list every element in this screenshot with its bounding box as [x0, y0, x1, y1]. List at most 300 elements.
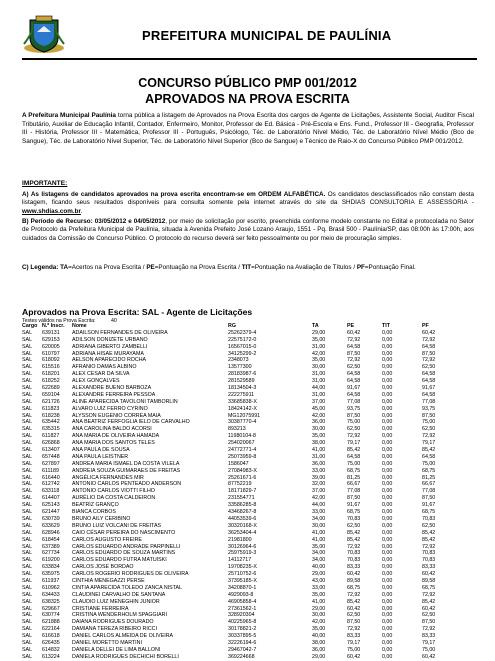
cell-pf: 72,92 [422, 591, 436, 598]
important-heading: IMPORTANTE: [22, 180, 68, 187]
results-table [22, 323, 477, 661]
cell-rg: 37395185-X [228, 577, 257, 584]
table-row [22, 537, 477, 544]
cell-pf: 85,42 [422, 529, 436, 536]
cell-cargo: SAL [22, 426, 33, 433]
cell-rg: 11980104-8 [228, 433, 256, 440]
cell-tit: 0,00 [382, 577, 393, 584]
cell-ta: 43,00 [312, 577, 326, 584]
cell-nome: CARLOS AUGUSTO FREIRE [72, 536, 142, 543]
cell-cargo: SAL [22, 474, 33, 481]
cell-pe: 64,58 [347, 378, 361, 385]
cell-rg: 29467042-7 [228, 646, 257, 653]
cell-ta: 45,00 [312, 405, 326, 412]
cell-nome: CLAUDINEI CARVALHO DE SANTANA [72, 591, 166, 598]
cell-rg: 33685838-X [228, 398, 257, 405]
cell-pf: 91,67 [422, 385, 436, 392]
cell-inscricao: 633834 [42, 564, 60, 571]
cell-tit: 0,00 [382, 543, 393, 550]
cell-ta: 39,00 [312, 474, 326, 481]
cell-cargo: SAL [22, 460, 33, 467]
cell-nome: CRISTINA WENDERHOLM SPAGGIARI [72, 612, 167, 619]
cell-pf: 91,67 [422, 502, 436, 509]
cell-cargo: SAL [22, 612, 33, 619]
cell-pf: 77,08 [422, 488, 436, 495]
cell-pe: 87,50 [347, 495, 361, 502]
cell-cargo: SAL [22, 619, 33, 626]
cell-rg: 33586285-8 [228, 502, 257, 509]
cell-ta: 37,00 [312, 398, 326, 405]
header-divider [22, 58, 477, 60]
cell-nome: BRUNO LUIZ VOLCANI DE FREITAS [72, 522, 162, 529]
cell-rg: 30320168-X [228, 522, 257, 529]
cell-tit: 0,00 [382, 447, 393, 454]
table-row [22, 592, 477, 599]
note-a-text: Os candidatos desclassificados não constam desta listagem, ficando seus resultados disponíveis para consulta somente pela internet através do site da SHDIAS CONSULTORIA E ASSESSORIA - [22, 191, 474, 207]
cell-pe: 75,00 [347, 419, 361, 426]
cell-inscricao: 621447 [42, 509, 60, 516]
cell-pe: 72,92 [347, 591, 361, 598]
cell-nome: CLAUDIO LUIZ MENEGHIN JUNIOR [72, 598, 160, 605]
cell-tit: 0,00 [382, 522, 393, 529]
cell-tit: 0,00 [382, 584, 393, 591]
cell-cargo: SAL [22, 371, 33, 378]
cell-pe: 85,42 [347, 598, 361, 605]
valid-tests-value: 40 [110, 318, 117, 324]
cell-rg: 1586047 [228, 460, 249, 467]
cell-nome: ALEX GONÇALVES [72, 378, 120, 385]
shdias-link[interactable]: www.shdias.com.br [22, 207, 81, 215]
cell-ta: 42,00 [312, 495, 326, 502]
cell-nome: ANA PAULA LEISTNER [72, 453, 129, 460]
cell-nome: DANIEL MORETTO MARTINI [72, 639, 142, 646]
cell-inscricao: 621888 [42, 619, 60, 626]
cell-ta: 36,00 [312, 419, 326, 426]
cell-inscricao: 612742 [42, 481, 60, 488]
cell-cargo: SAL [22, 529, 33, 536]
section-title: Aprovados na Prova Escrita: SAL - Agente de Licitações [22, 307, 253, 317]
cell-ta: 30,00 [312, 522, 326, 529]
cell-nome: ANA MARIA DE OLIVEIRA HAMADA [72, 433, 160, 440]
cell-rg: 28183987-6 [228, 371, 257, 378]
cell-cargo: SAL [22, 591, 33, 598]
cell-pe: 87,50 [347, 619, 361, 626]
cell-inscricao: 633629 [42, 522, 60, 529]
note-a-emphasis: As listagens de candidatos aprovados na prova escrita encontram-se em ORDEM ALFABÉTICA. [28, 191, 326, 198]
cell-nome: DAMIANA TEREZA RIBEIRO RICCI [72, 626, 157, 633]
cell-pf: 70,83 [422, 515, 436, 522]
cell-ta: 29,00 [312, 571, 326, 578]
cell-pf: 62,50 [422, 522, 436, 529]
table-row [22, 406, 477, 413]
cell-pf: 62,50 [422, 426, 436, 433]
cell-ta: 34,00 [312, 515, 326, 522]
cell-nome: ALEXANDRE BUENO BARBOZA [72, 385, 152, 392]
cell-ta: 29,00 [312, 653, 326, 660]
cell-ta: 31,00 [312, 343, 326, 350]
cell-cargo: SAL [22, 626, 33, 633]
cell-pe: 62,50 [347, 612, 361, 619]
cell-tit: 0,00 [382, 502, 393, 509]
table-row [22, 364, 477, 371]
cell-ta: 33,00 [312, 509, 326, 516]
cell-rg: 30178821-2 [228, 626, 257, 633]
cell-cargo: SAL [22, 557, 33, 564]
cell-pf: 89,58 [422, 577, 436, 584]
cell-nome: ANTONIO CARLOS VIOTTI FILHO [72, 488, 155, 495]
cell-pe: 89,58 [347, 577, 361, 584]
cell-tit: 0,00 [382, 391, 393, 398]
cell-ta: 33,00 [312, 467, 326, 474]
table-row [22, 468, 477, 475]
cell-rg: 19708235-X [228, 564, 257, 571]
cell-inscricao: 633118 [42, 488, 60, 495]
table-row [22, 654, 477, 661]
cell-ta: 36,00 [312, 646, 326, 653]
cell-cargo: SAL [22, 639, 33, 646]
cell-rg: 43468267-8 [228, 509, 257, 516]
cell-cargo: SAL [22, 405, 33, 412]
cell-ta: 41,00 [312, 447, 326, 454]
cell-rg: 25710752-6 [228, 571, 257, 578]
cell-rg: 18134504-3 [228, 385, 257, 392]
cell-tit: 0,00 [382, 598, 393, 605]
cell-inscricao: 638325 [42, 598, 60, 605]
cell-inscricao: 614407 [42, 495, 60, 502]
cell-pf: 60,42 [422, 605, 436, 612]
cell-inscricao: 639131 [42, 329, 60, 336]
cell-ta: 34,00 [312, 550, 326, 557]
cell-inscricao: 618454 [42, 536, 60, 543]
cell-inscricao: 629667 [42, 605, 60, 612]
cell-tit: 0,00 [382, 488, 393, 495]
cell-tit: 0,00 [382, 343, 393, 350]
cell-ta: 32,00 [312, 481, 326, 488]
cell-cargo: SAL [22, 543, 33, 550]
cell-rg: 30126964-6 [228, 543, 257, 550]
cell-ta: 40,00 [312, 564, 326, 571]
table-row [22, 544, 477, 551]
cell-inscricao: 630739 [42, 515, 60, 522]
cell-tit: 0,00 [382, 509, 393, 516]
cell-cargo: SAL [22, 419, 33, 426]
cell-ta: 38,00 [312, 440, 326, 447]
intro-paragraph [22, 112, 474, 146]
note-c-emphasis: Legenda: TA [28, 264, 69, 271]
cell-pe: 77,08 [347, 488, 361, 495]
cell-nome: CAIO CÉSAR PEREIRA DO NASCIMENTO [72, 529, 176, 536]
table-row [22, 626, 477, 633]
cell-rg: 46905858-4 [228, 598, 257, 605]
cell-pe: 64,58 [347, 453, 361, 460]
cell-pf: 85,42 [422, 536, 436, 543]
cell-pf: 68,75 [422, 467, 436, 474]
cell-inscricao: 616440 [42, 474, 60, 481]
cell-tit: 0,00 [382, 357, 393, 364]
cell-ta: 29,00 [312, 605, 326, 612]
cell-cargo: SAL [22, 522, 33, 529]
cell-inscricao: 634433 [42, 591, 60, 598]
cell-tit: 0,00 [382, 453, 393, 460]
col-header-pf: PF [422, 323, 429, 329]
cell-pe: 68,75 [347, 509, 361, 516]
cell-pe: 60,42 [347, 653, 361, 660]
cell-cargo: SAL [22, 564, 33, 571]
cell-rg: 231554771 [228, 495, 255, 502]
cell-rg: 25261671-6 [228, 474, 257, 481]
cell-pe: 75,00 [347, 460, 361, 467]
cell-nome: DANIEL CARLOS ALMEIDA DE OLIVEIRA [72, 633, 174, 640]
legend-tit: TIT [241, 264, 252, 271]
cell-inscricao: 622689 [42, 385, 60, 392]
cell-nome: ANDREIA SOUZA GUIMARAES DE FREITAS [72, 467, 181, 474]
cell-ta: 30,00 [312, 364, 326, 371]
cell-pf: 64,58 [422, 343, 436, 350]
cell-tit: 0,00 [382, 385, 393, 392]
cell-nome: BRUNO AILY CERIBINO [72, 515, 131, 522]
cell-tit: 0,00 [382, 350, 393, 357]
table-row [22, 495, 477, 502]
cell-pf: 72,92 [422, 433, 436, 440]
cell-inscricao: 618252 [42, 378, 60, 385]
cell-cargo: SAL [22, 453, 33, 460]
cell-ta: 35,00 [312, 433, 326, 440]
cell-tit: 0,00 [382, 329, 393, 336]
cell-pf: 77,08 [422, 398, 436, 405]
cell-pf: 72,92 [422, 543, 436, 550]
cell-nome: ALYSSON EUGENIO CORREA MAIA [72, 412, 161, 419]
cell-tit: 0,00 [382, 460, 393, 467]
cell-pe: 66,67 [347, 481, 361, 488]
cell-nome: ANA PAULA DE SOUSA [72, 447, 130, 454]
cell-pf: 79,17 [422, 440, 436, 447]
col-header-inscricao: N.º Inscr. [42, 323, 65, 329]
table-row [22, 619, 477, 626]
cell-nome: ANTONIO CARLOS PENTEADO ANDERSON [72, 481, 182, 488]
cell-nome: BIANCA CORBOS [72, 509, 116, 516]
cell-pe: 83,33 [347, 564, 361, 571]
col-header-pe: PE [347, 323, 355, 329]
city-crest-icon [22, 14, 66, 54]
cell-inscricao: 618201 [42, 371, 60, 378]
col-header-tit: TIT [382, 323, 390, 329]
cell-tit: 0,00 [382, 440, 393, 447]
cell-rg: 34125299-2 [228, 350, 257, 357]
cell-ta: 35,00 [312, 357, 326, 364]
page-title: CONCURSO PÚBLICO PMP 001/2012 [138, 76, 357, 90]
cell-pe: 87,50 [347, 350, 361, 357]
cell-nome: CARLOS EDUARDO DE SOUZA MARTINS [72, 550, 176, 557]
cell-rg: 281529589 [228, 378, 255, 385]
cell-tit: 0,00 [382, 612, 393, 619]
cell-cargo: SAL [22, 509, 33, 516]
cell-pf: 85,42 [422, 447, 436, 454]
cell-inscricao: 657448 [42, 453, 60, 460]
cell-rg: 40225965-8 [228, 619, 257, 626]
cell-inscricao: 613224 [42, 653, 60, 660]
cell-nome: ADAILSON FERNANDES DE OLIVEIRA [72, 329, 168, 336]
cell-rg: 36253404-4 [228, 529, 257, 536]
table-row [22, 344, 477, 351]
cell-ta: 38,00 [312, 639, 326, 646]
cell-inscricao: 611189 [42, 467, 59, 474]
cell-pf: 75,00 [422, 646, 436, 653]
cell-pe: 64,58 [347, 391, 361, 398]
note-b-text: , por meio de solicitação por escrito, preenchida conforme modelo constante no Edital e protocolada no Setor de Protocolo da Prefeitura Municipal de Paulínia, situada à Avenida Prefeito José Lozano Araujo, 1551 - Pq. Brasil 500 - Paulínia/SP, das 08:00h às 17:00h, aos cuidados da Comissão de Concurso Público. O protocolo do recurso deverá ser feito pessoalmente ou por meio de procuração simples. [22, 218, 474, 242]
col-header-ta: TA [312, 323, 319, 329]
cell-tit: 0,00 [382, 467, 393, 474]
legend-pe: PE [146, 264, 155, 271]
cell-cargo: SAL [22, 536, 33, 543]
cell-rg: 18171829-7 [228, 488, 257, 495]
cell-rg: 21981800 [228, 536, 252, 543]
table-row [22, 523, 477, 530]
cell-inscricao: 610962 [42, 584, 60, 591]
table-row [22, 378, 477, 385]
cell-rg: 254020067 [228, 440, 255, 447]
cell-tit: 0,00 [382, 571, 393, 578]
cell-pf: 79,17 [422, 639, 436, 646]
table-row [22, 357, 477, 364]
table-row [22, 337, 477, 344]
cell-rg: 30387770-4 [228, 419, 257, 426]
col-header-nome: Nome [72, 323, 87, 329]
cell-rg: 328920304 [228, 612, 255, 619]
cell-ta: 42,00 [312, 350, 326, 357]
cell-tit: 0,00 [382, 412, 393, 419]
cell-tit: 0,00 [382, 426, 393, 433]
cell-tit: 0,00 [382, 536, 393, 543]
cell-ta: 41,00 [312, 536, 326, 543]
table-row [22, 585, 477, 592]
table-row [22, 509, 477, 516]
cell-pf: 87,50 [422, 350, 436, 357]
page-header [22, 14, 477, 54]
table-row [22, 640, 477, 647]
cell-ta: 35,00 [312, 626, 326, 633]
cell-inscricao: 625143 [42, 502, 60, 509]
cell-inscricao: 610797 [42, 350, 60, 357]
cell-ta: 44,00 [312, 502, 326, 509]
cell-nome: ALEX CESAR DA SILVA [72, 371, 130, 378]
cell-ta: 34,00 [312, 557, 326, 564]
cell-nome: AFRANIO DAMAS ALBINO [72, 364, 137, 371]
cell-pf: 64,58 [422, 378, 436, 385]
cell-pf: 87,50 [422, 495, 436, 502]
cell-nome: ALEXANDRE FERREIRA PESSOA [72, 391, 156, 398]
cell-nome: AURÉLIO DA COSTA CALDEIRON [72, 495, 156, 502]
note-c-text: =Acertos na Prova Escrita / [68, 264, 147, 271]
cell-ta: 41,00 [312, 529, 326, 536]
table-row [22, 633, 477, 640]
cell-tit: 0,00 [382, 336, 393, 343]
cell-inscricao: 611937 [42, 577, 60, 584]
cell-cargo: SAL [22, 577, 33, 584]
cell-ta: 35,00 [312, 591, 326, 598]
cell-nome: ADRIANA GIBERTO ZAMBELLI [72, 343, 148, 350]
cell-rg: 16567015-0 [228, 343, 257, 350]
cell-cargo: SAL [22, 364, 33, 371]
cell-rg: 893213 [228, 426, 246, 433]
cell-ta: 37,00 [312, 488, 326, 495]
cell-pe: 70,83 [347, 515, 361, 522]
organization-name: PREFEITURA MUNICIPAL DE PAULÍNIA [142, 28, 392, 43]
cell-cargo: SAL [22, 385, 33, 392]
cell-cargo: SAL [22, 357, 33, 364]
cell-pe: 85,42 [347, 536, 361, 543]
cell-pf: 75,00 [422, 460, 436, 467]
cell-nome: ADILSON DONIZETE URBANO [72, 336, 148, 343]
table-row [22, 454, 477, 461]
cell-rg: 22575172-0 [228, 336, 257, 343]
cell-cargo: SAL [22, 398, 33, 405]
cell-pe: 87,50 [347, 412, 361, 419]
cell-inscricao: 635315 [42, 426, 60, 433]
cell-cargo: SAL [22, 412, 33, 419]
cell-pe: 72,92 [347, 433, 361, 440]
table-row [22, 564, 477, 571]
valid-tests-label: Testes válidos na Prova Escrita: [22, 318, 96, 324]
cell-tit: 0,00 [382, 419, 393, 426]
cell-rg: 25073959-8 [228, 453, 257, 460]
cell-pe: 85,42 [347, 529, 361, 536]
cell-nome: CINTHIA MENEGAZZI PERSE [72, 577, 145, 584]
table-row [22, 612, 477, 619]
cell-rg: 87752219 [228, 481, 252, 488]
table-row [22, 599, 477, 606]
cell-pf: 81,25 [422, 474, 436, 481]
table-row [22, 550, 477, 557]
cell-cargo: SAL [22, 571, 33, 578]
note-a [22, 191, 474, 216]
cell-ta: 35,00 [312, 336, 326, 343]
table-row [22, 413, 477, 420]
cell-nome: BEATRIZ GRANÇO [72, 502, 119, 509]
cell-ta: 36,00 [312, 460, 326, 467]
cell-rg: 18424142-X [228, 405, 257, 412]
intro-lead: A Prefeitura Municipal Paulínia [22, 112, 116, 119]
cell-pe: 83,33 [347, 633, 361, 640]
table-row [22, 502, 477, 509]
cell-inscricao: 626868 [42, 440, 60, 447]
cell-pf: 70,83 [422, 557, 436, 564]
cell-pe: 77,08 [347, 398, 361, 405]
cell-pf: 85,42 [422, 598, 436, 605]
cell-pf: 60,42 [422, 329, 436, 336]
cell-pe: 75,00 [347, 646, 361, 653]
cell-pf: 60,42 [422, 653, 436, 660]
cell-rg: 2348073 [228, 357, 249, 364]
cell-nome: CINTIA APARECIDA TOLEDO ZANCA NISTAL [72, 584, 182, 591]
cell-rg: 14112717 [228, 557, 252, 564]
table-row [22, 530, 477, 537]
cell-pe: 93,75 [347, 405, 361, 412]
cell-nome: AELSON APARECIDO ROCHA [72, 357, 147, 364]
cell-pe: 62,50 [347, 522, 361, 529]
cell-pe: 62,50 [347, 426, 361, 433]
cell-inscricao: 659104 [42, 391, 60, 398]
cell-tit: 0,00 [382, 398, 393, 405]
cell-inscricao: 635442 [42, 419, 60, 426]
cell-cargo: SAL [22, 584, 33, 591]
cell-cargo: SAL [22, 467, 33, 474]
cell-pf: 75,00 [422, 419, 436, 426]
cell-tit: 0,00 [382, 619, 393, 626]
cell-tit: 0,00 [382, 605, 393, 612]
cell-cargo: SAL [22, 440, 33, 447]
cell-inscricao: 613407 [42, 447, 60, 454]
cell-pf: 87,50 [422, 412, 436, 419]
